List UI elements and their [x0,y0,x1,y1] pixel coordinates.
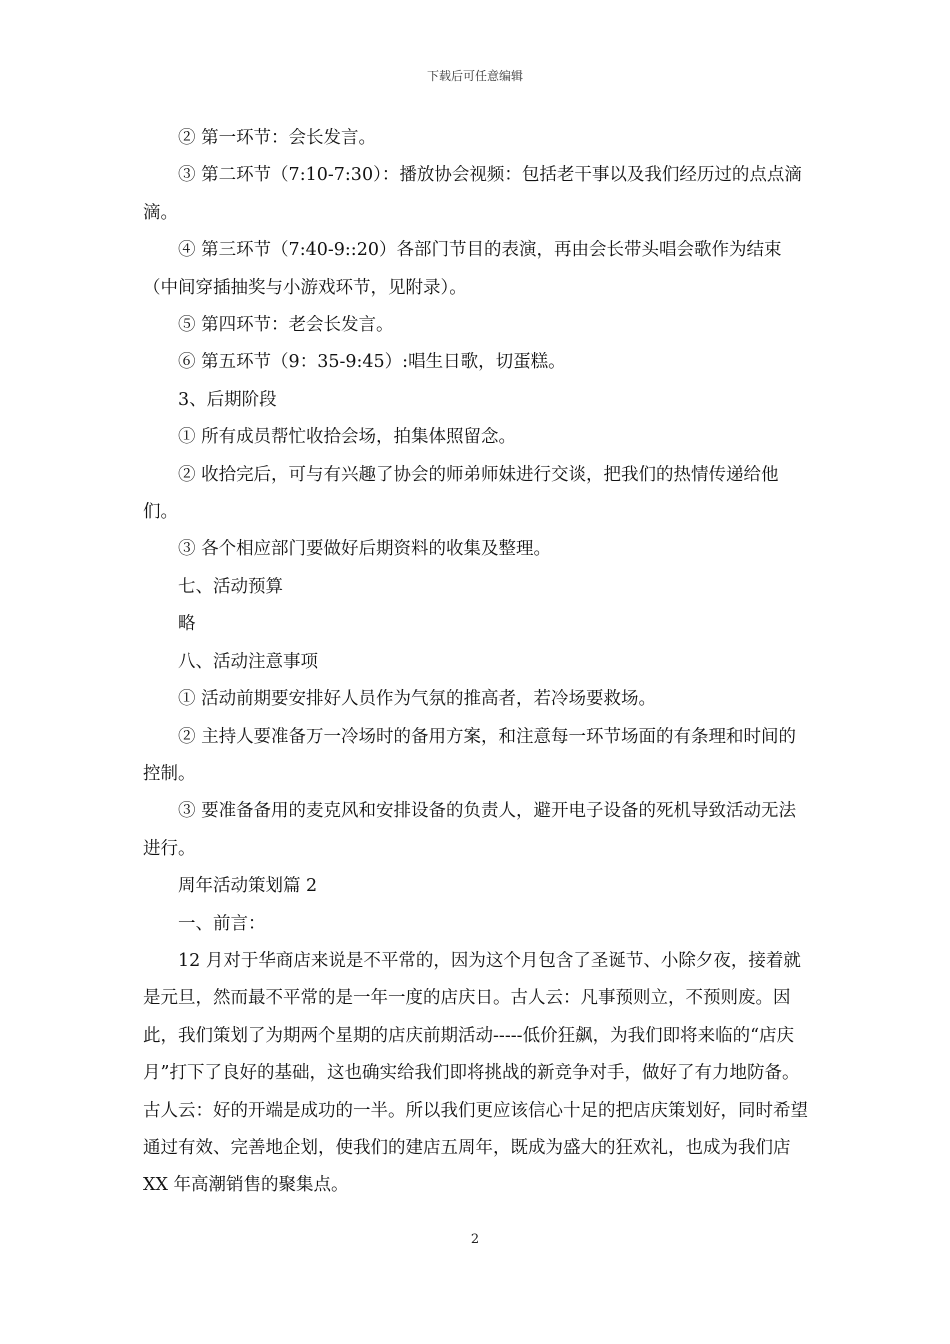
document-body [143,120,811,1205]
document-title: 周年活动策划篇 2 [178,876,318,897]
paragraph: ④ 第三环节（7:40-9::20）各部门节目的表演，再由会长带头唱会歌作为结束（中间穿插抽奖与小游戏环节，见附录）。 [143,240,782,298]
paragraph: 12 月对于华商店来说是不平常的，因为这个月包含了圣诞节、小除夕夜，接着就是元旦，然而最不平常的是一年一度的店庆日。古人云：凡事预则立，不预则废。因此，我们策划了为期两个星期的店庆前期活动-----低价狂飙，为我们即将来临的“店庆月”打下了良好的基础，这也确实给我们即将挑战的新竞争对手，做好了有力地防备。古人云：好的开端是成功的一半。所以我们更应该信心十足的把店庆策划好，同时希望通过有效、完善地企划，使我们的建店五周年，既成为盛大的狂欢礼，也成为我们店 XX 年高潮销售的聚集点。 [143,950,808,1196]
page-number: 2 [470,1232,480,1247]
section-heading: 3、后期阶段 [178,389,277,410]
paragraph: ② 第一环节：会长发言。 [178,128,377,148]
paragraph: 略 [178,614,196,635]
paragraph: ⑥ 第五环节（9：35-9:45）:唱生日歌，切蛋糕。 [178,352,566,373]
paragraph: ② 主持人要准备万一冷场时的备用方案，和注意每一环节场面的有条理和时间的控制。 [143,726,797,784]
paragraph: ③ 第二环节（7:10-7:30）：播放协会视频：包括老干事以及我们经历过的点点滴滴。 [143,165,802,223]
section-heading: 七、活动预算 [178,576,283,597]
paragraph: ① 活动前期要安排好人员作为气氛的推高者，若冷场要救场。 [178,689,657,710]
paragraph: ③ 各个相应部门要做好后期资料的收集及整理。 [178,539,552,560]
section-heading: 八、活动注意事项 [178,651,318,672]
section-heading: 一、前言： [178,913,266,934]
paragraph: ① 所有成员帮忙收拾会场，拍集体照留念。 [178,427,517,448]
page-header: 下载后可任意编辑 [426,69,523,83]
paragraph: ⑤ 第四环节：老会长发言。 [178,315,394,336]
paragraph: ③ 要准备备用的麦克风和安排设备的负责人，避开电子设备的死机导致活动无法进行。 [143,801,797,859]
paragraph: ② 收拾完后，可与有兴趣了协会的师弟师妹进行交谈，把我们的热情传递给他们。 [143,464,779,523]
